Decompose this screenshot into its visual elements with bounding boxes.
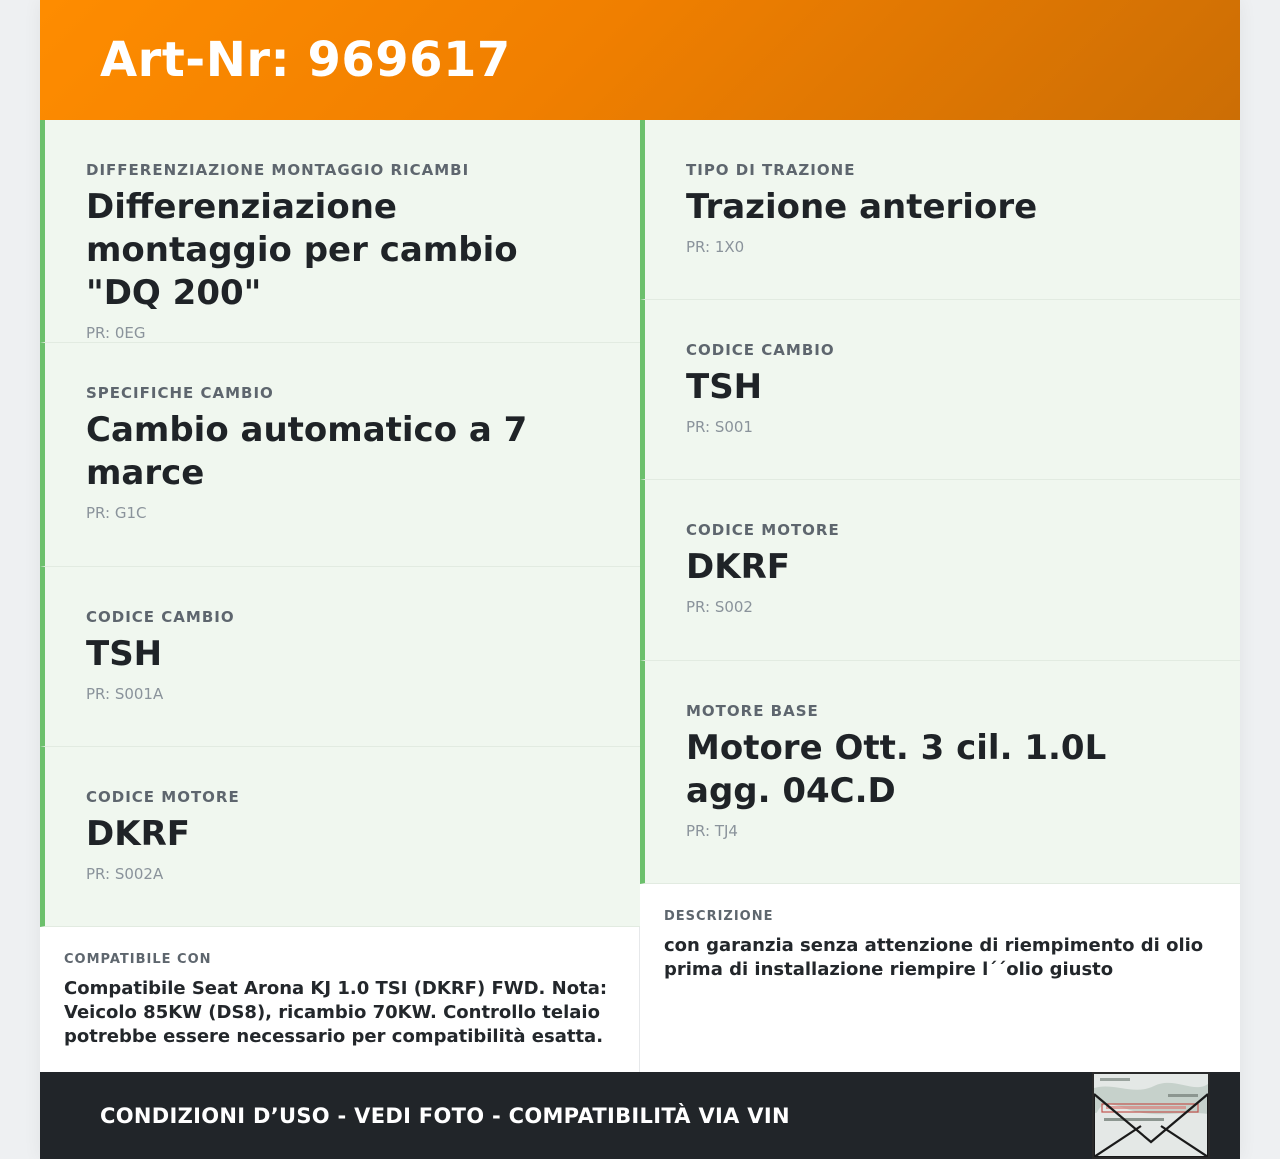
compatibility-section xyxy=(40,927,640,1073)
compatibility-label: COMPATIBILE CON xyxy=(64,952,212,967)
spec-label: CODICE MOTORE xyxy=(686,521,840,539)
description-section xyxy=(640,884,1240,1072)
page-title: Art-Nr: 969617 xyxy=(100,32,511,88)
spec-pr-code: PR: TJ4 xyxy=(686,822,738,840)
spec-value: Motore Ott. 3 cil. 1.0L agg. 04C.D xyxy=(686,728,1107,811)
article-page xyxy=(40,0,1240,1159)
description-text: con garanzia senza attenzione di riempimento di olio prima di installazione riempire l´´olio giusto xyxy=(664,935,1204,980)
spec-pr-code: PR: 1X0 xyxy=(686,238,745,256)
left-column xyxy=(40,120,640,1073)
spec-card xyxy=(640,480,1240,661)
spec-label: CODICE CAMBIO xyxy=(686,341,835,359)
document-photo-icon[interactable] xyxy=(1092,1072,1210,1159)
spec-label: MOTORE BASE xyxy=(686,702,819,720)
spec-pr-code: PR: S001 xyxy=(686,418,753,436)
spec-card xyxy=(640,300,1240,480)
compatibility-text: Compatibile Seat Arona KJ 1.0 TSI (DKRF) FWD. Nota: Veicolo 85KW (DS8), ricambio 70KW. Controllo telaio potrebbe essere necessario per compatibilità esatta. xyxy=(64,978,608,1047)
spec-card xyxy=(640,120,1240,300)
spec-card xyxy=(40,120,640,343)
spec-value: DKRF xyxy=(86,814,190,854)
spec-pr-code: PR: S002A xyxy=(86,865,164,883)
spec-value: Cambio automatico a 7 marce xyxy=(86,410,528,493)
spec-card xyxy=(40,343,640,567)
spec-value: Differenziazione montaggio per cambio "DQ 200" xyxy=(86,187,518,313)
spec-pr-code: PR: G1C xyxy=(86,504,147,522)
spec-value: Trazione anteriore xyxy=(686,187,1038,227)
description-label: DESCRIZIONE xyxy=(664,909,774,924)
footer-links[interactable]: CONDIZIONI D’USO - VEDI FOTO - COMPATIBILITÀ VIA VIN xyxy=(100,1103,790,1128)
spec-pr-code: PR: S002 xyxy=(686,598,753,616)
spec-columns xyxy=(40,120,1240,1073)
spec-label: DIFFERENZIAZIONE MONTAGGIO RICAMBI xyxy=(86,161,470,179)
header-bar xyxy=(40,0,1240,120)
spec-card xyxy=(640,661,1240,884)
spec-pr-code: PR: S001A xyxy=(86,685,164,703)
spec-label: CODICE MOTORE xyxy=(86,788,240,806)
spec-value: TSH xyxy=(86,634,163,674)
spec-value: DKRF xyxy=(686,547,790,587)
spec-label: SPECIFICHE CAMBIO xyxy=(86,384,274,402)
spec-card xyxy=(40,747,640,927)
right-column xyxy=(640,120,1240,1073)
spec-pr-code: PR: 0EG xyxy=(86,324,146,342)
spec-label: CODICE CAMBIO xyxy=(86,608,235,626)
spec-value: TSH xyxy=(686,367,763,407)
footer-bar xyxy=(40,1072,1240,1159)
spec-label: TIPO DI TRAZIONE xyxy=(686,161,856,179)
spec-card xyxy=(40,567,640,747)
